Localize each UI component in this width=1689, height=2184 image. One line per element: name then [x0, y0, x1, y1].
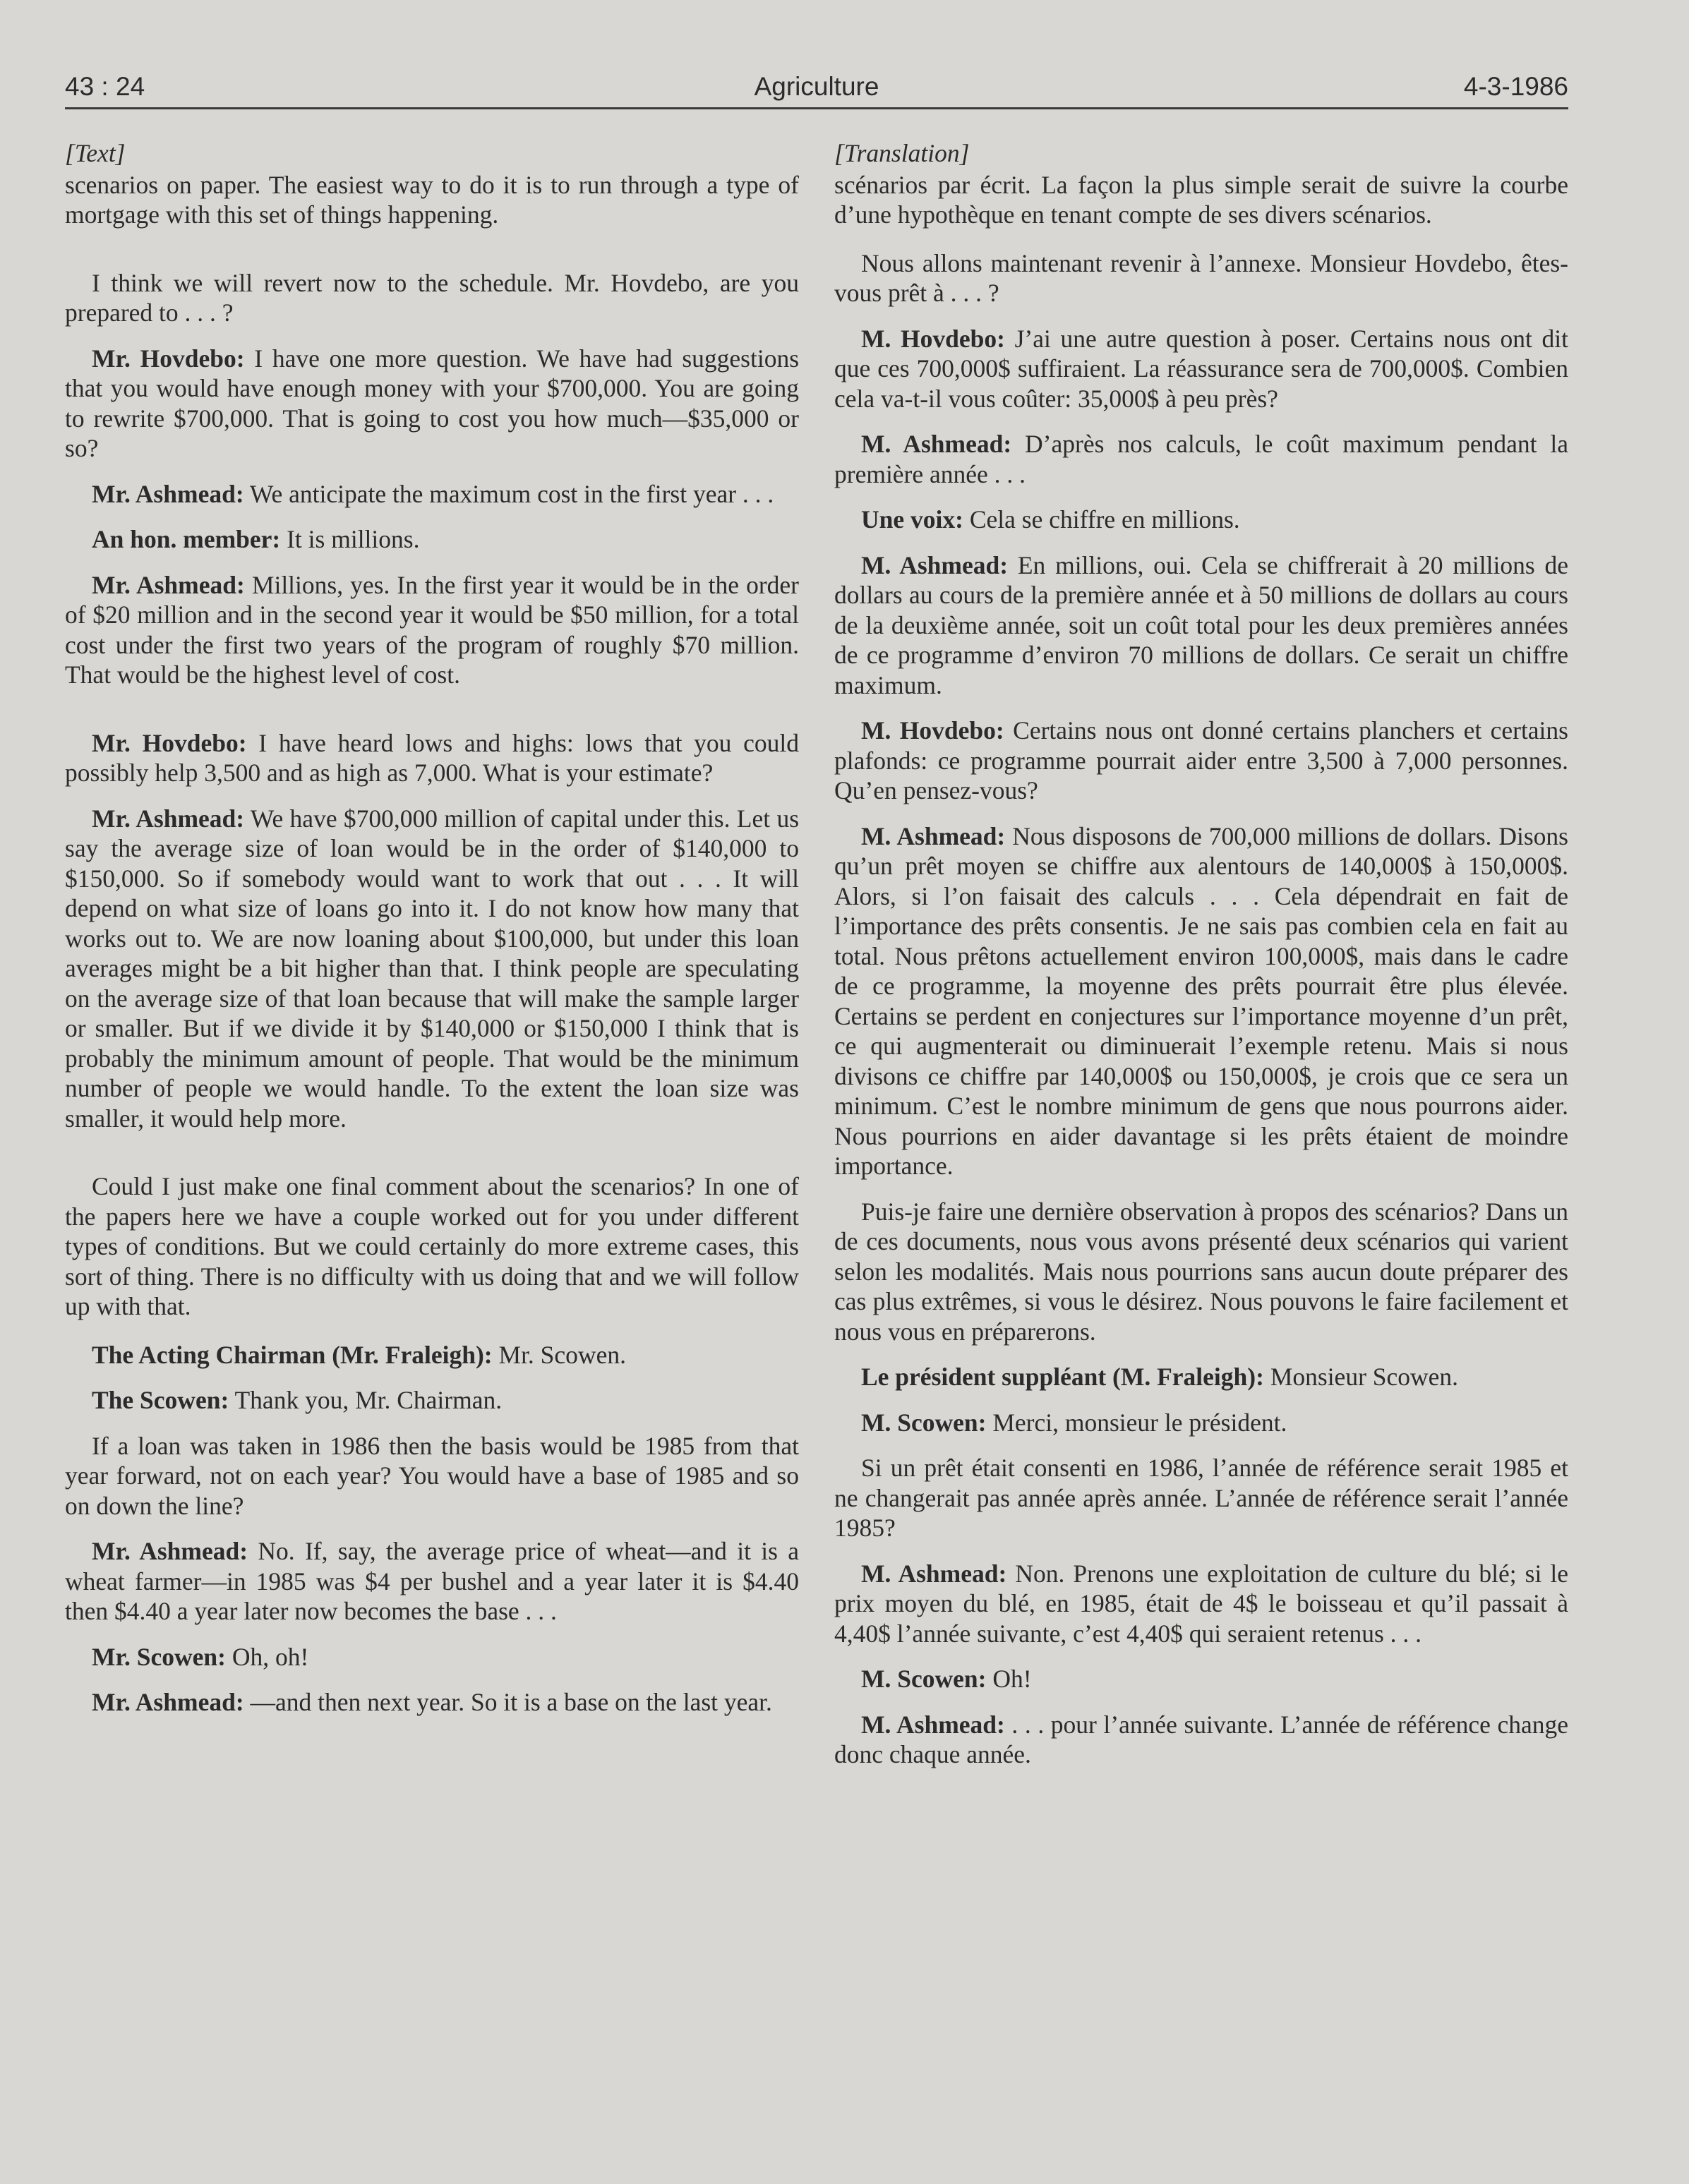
paragraph-text: Could I just make one final comment about the scenarios? In one of the papers here we have a couple worked out for you under different types of conditions. But we could certainly do more extreme cases, this sort of thing. There is no difficulty with us doing that and we will follow up with that. [65, 1172, 799, 1320]
paragraph [65, 479, 799, 509]
paragraph [65, 524, 799, 555]
speaker-name: Mr. Ashmead: [92, 479, 244, 508]
speaker-name: Mr. Ashmead: [92, 1537, 248, 1565]
paragraph-text: If a loan was taken in 1986 then the basis would be 1985 from that year forward, not on each year? You would have a base of 1985 and so on down the line? [65, 1431, 799, 1520]
speaker-name: M. Scowen: [861, 1665, 987, 1693]
paragraph [834, 429, 1568, 489]
paragraph [65, 1385, 799, 1416]
speaker-name: The Acting Chairman (Mr. Fraleigh): [92, 1340, 493, 1369]
paragraph [834, 1453, 1568, 1543]
french-translation-column [834, 138, 1568, 1785]
paragraph [834, 821, 1568, 1181]
english-text-column [65, 138, 799, 1733]
paragraph-text: I think we will revert now to the schedule. Mr. Hovdebo, are you prepared to . . . ? [65, 268, 799, 327]
speaker-name: Mr. Scowen: [92, 1642, 226, 1671]
paragraph-text: No. If, say, the average price of wheat—and it is a wheat farmer—in 1985 was $4 per bushel and a year later it is $4.40 then $4.40 a year later now becomes the base . . . [65, 1537, 800, 1625]
paragraph-text: scénarios par écrit. La façon la plus simple serait de suivre la courbe d’une hypothèque en tenant compte de ses divers scénarios. [834, 170, 1568, 229]
paragraph [834, 1197, 1568, 1347]
paragraph-text: Millions, yes. In the first year it would be in the order of $20 million and in the second year it would be $50 million, for a total cost under the first two years of the program of roughly $70 million. That would be the highest level of cost. [65, 570, 800, 689]
paragraph [65, 1340, 799, 1370]
paragraph-text: D’après nos calculs, le coût maximum pendant la première année . . . [834, 430, 1569, 488]
paragraph [65, 170, 799, 230]
paragraph [65, 268, 799, 328]
paragraph [65, 344, 799, 464]
paragraph [834, 1408, 1568, 1438]
speaker-name: M. Ashmead: [861, 821, 1006, 850]
paragraph [834, 1559, 1568, 1649]
paragraph-text: Cela se chiffre en millions. [963, 505, 1240, 533]
paragraph-text: Si un prêt était consenti en 1986, l’année de référence serait 1985 et ne changerait pas année après année. L’année de référence serait l’année 1985? [834, 1454, 1568, 1542]
paragraph-text: We have $700,000 million of capital under this. Let us say the average size of loan would be in the order of $140,000 to $150,000. So if somebody would want to work that out . . . It will depend on what size of loans go into it. I do not know how many that works out to. We are now loaning about $100,000, but under this loan averages might be a bit higher than that. I think people are speculating on the average size of that loan because that will make the sample larger or smaller. But if we divide it by $140,000 or $150,000 I think that is probably the minimum amount of people. That would be the minimum number of people we would handle. To the extent the loan size was smaller, it would help more. [65, 804, 800, 1133]
paragraph [834, 1664, 1568, 1694]
paragraph-text: Monsieur Scowen. [1263, 1363, 1459, 1391]
speaker-name: M. Ashmead: [861, 1710, 1005, 1739]
paragraph [834, 324, 1568, 414]
speaker-name: M. Ashmead: [861, 550, 1009, 579]
paragraph [65, 728, 799, 788]
speaker-name: M. Hovdebo: [861, 716, 1004, 744]
paragraph-text: I have heard lows and highs: lows that you could possibly help 3,500 and as high as 7,000. What is your estimate? [65, 728, 800, 787]
column-label: [Translation] [834, 139, 970, 167]
paragraph [834, 1710, 1568, 1770]
speaker-name: Une voix: [861, 505, 963, 533]
speaker-name: Mr. Hovdebo: [92, 344, 245, 373]
paragraph [65, 1536, 799, 1627]
paragraph-text: Mr. Scowen. [492, 1340, 626, 1369]
speaker-name: The Scowen: [92, 1386, 229, 1414]
paragraph-text: I have one more question. We have had suggestions that you would have enough money with your $700,000. You are going to rewrite $700,000. That is going to cost you how much—$35,000 or so? [65, 344, 800, 462]
page-header [65, 71, 1568, 109]
paragraph [834, 170, 1568, 230]
speaker-name: Mr. Ashmead: [92, 1688, 244, 1716]
paragraph-text: scenarios on paper. The easiest way to do it is to run through a type of mortgage with this set of things happening. [65, 170, 799, 229]
paragraph [834, 505, 1568, 535]
speaker-name: M. Hovdebo: [861, 324, 1005, 353]
speaker-name: M. Ashmead: [861, 430, 1012, 458]
paragraph-text: Nous disposons de 700,000 millions de dollars. Disons qu’un prêt moyen se chiffre aux alentours de 140,000$ à 150,000$. Alors, si l’on faisait des calculs . . . Cela dépendrait en fait de l’importance des prêts consentis. Je ne sais pas combien cela en fait au total. Nous prêtons actuellement environ 100,000$, mais dans le cadre de ce programme, la moyenne des prêts pourrait être plus élevée. Certains se perdent en conjectures sur l’importance moyenne d’un prêt, ce qui augmenterait ou diminuerait l’exemple retenu. Mais si nous divisons ce chiffre par 140,000$ ou 150,000$, je crois que ce sera un minimum. C’est le nombre minimum de gens que nous pourrons aider. Nous pourrions en aider davantage si les prêts étaient de moindre importance. [834, 821, 1569, 1180]
paragraph [834, 716, 1568, 806]
paragraph [834, 248, 1568, 308]
paragraph [65, 804, 799, 1134]
paragraph-text: Oh, oh! [225, 1642, 309, 1671]
speaker-name: M. Scowen: [861, 1408, 987, 1437]
speaker-name: An hon. member: [92, 525, 281, 553]
paragraph [65, 1687, 799, 1718]
paragraph-text: J’ai une autre question à poser. Certains nous ont dit que ces 700,000$ suffiraient. La réassurance sera de 700,000$. Combien cela va-t-il vous coûter: 35,000$ à peu près? [834, 324, 1568, 413]
column-label: [Text] [65, 139, 126, 167]
paragraph [65, 1171, 799, 1322]
paragraph-text: Puis-je faire une dernière observation à propos des scénarios? Dans un de ces documents, nous vous avons présenté deux scénarios qui varient selon les modalités. Mais nous pourrions sans aucun doute préparer des cas plus extrêmes, si vous le désirez. Nous pouvons le faire facilement et nous vous en préparerons. [834, 1197, 1568, 1346]
paragraph [834, 1362, 1568, 1392]
paragraph-text: Thank you, Mr. Chairman. [229, 1386, 503, 1414]
paragraph-text: —and then next year. So it is a base on the last year. [244, 1688, 772, 1716]
paragraph-text: It is millions. [280, 525, 420, 553]
paragraph-text: We anticipate the maximum cost in the first year . . . [244, 479, 774, 508]
paragraph-text: Merci, monsieur le président. [986, 1408, 1287, 1437]
speaker-name: Le président suppléant (M. Fraleigh): [861, 1363, 1264, 1391]
speaker-name: Mr. Ashmead: [92, 804, 245, 833]
paragraph [65, 1642, 799, 1672]
paragraph-text: . . . pour l’année suivante. L’année de référence change donc chaque année. [834, 1710, 1568, 1768]
speaker-name: M. Ashmead: [861, 1559, 1007, 1588]
paragraph [65, 1431, 799, 1521]
header-date: 4-3-1986 [1463, 72, 1568, 101]
speaker-name: Mr. Hovdebo: [92, 728, 247, 757]
page-reference: 43 : 24 [65, 72, 145, 101]
paragraph-text: Oh! [986, 1665, 1032, 1693]
paragraph-text: Non. Prenons une exploitation de culture du blé; si le prix moyen du blé, en 1985, était de 4$ le boisseau et qu’il passait à 4,40$ l’année suivante, c’est 4,40$ qui seraient retenus . . . [834, 1559, 1568, 1648]
paragraph-text: Nous allons maintenant revenir à l’annexe. Monsieur Hovdebo, êtes-vous prêt à . . . ? [834, 248, 1568, 307]
paragraph [65, 570, 799, 690]
speaker-name: Mr. Ashmead: [92, 570, 245, 599]
paragraph [834, 550, 1568, 701]
paragraph-text: En millions, oui. Cela se chiffrerait à 20 millions de dollars au cours de la première année et à 50 millions de dollars au cours de la deuxième année, soit un coût total pour les deux premières années de ce programme d’environ 70 millions de dollars. Ce serait un chiffre maximum. [834, 550, 1568, 699]
header-title: Agriculture [754, 72, 879, 101]
paragraph-text: Certains nous ont donné certains planchers et certains plafonds: ce programme pourrait aider entre 3,500 à 7,000 personnes. Qu’en pensez-vous? [834, 716, 1568, 804]
